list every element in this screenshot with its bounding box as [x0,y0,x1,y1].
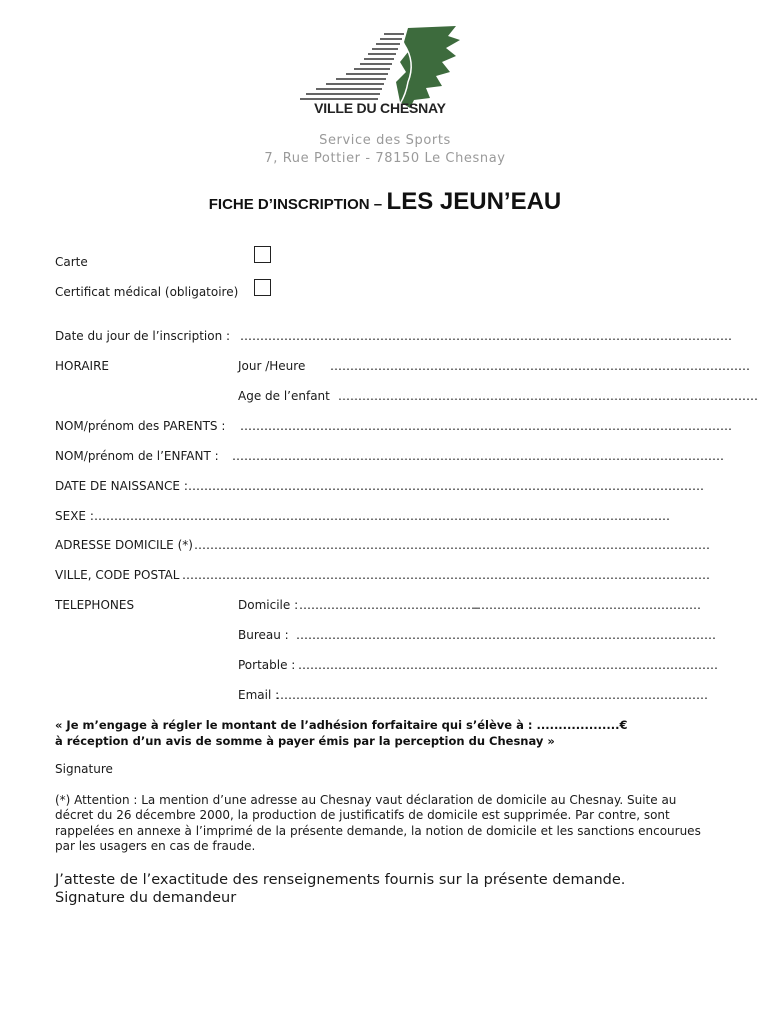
nom-enfant-field[interactable]: …………………………………………………………………………………………………………… [232,449,724,463]
nom-parents-field[interactable]: …………………………………………………………………………………………………………… [240,419,732,433]
title-main: LES JEUN’EAU [386,188,562,215]
telephones-label: TELEPHONES [55,598,135,612]
domicile-note: (*) Attention : La mention d’une adresse au Chesnay vaut déclaration de domicile au Chesnay. Suite au décret du 26 décembre 2000, la production de justificatifs de domicile est supprimée. Par contre, sont rappelées en annexe à l’imprimé de la présente demande, la notion de domicile et les sanctions encourues par les usagers en cas de fraude. [55,793,701,853]
certificat-checkbox[interactable] [254,279,271,296]
date-inscription-field[interactable]: …………………………………………………………………………………………………………… [240,329,732,343]
portable-field[interactable]: …………………………………………………………………………………………… [298,658,718,672]
engagement-line-1: « Je m’engage à régler le montant de l’adhésion forfaitaire qui s’élève à : ...................€ [55,718,628,732]
attestation-line: J’atteste de l’exactitude des renseignements fournis sur la présente demande. [55,872,626,888]
engagement-line-2: à réception d’un avis de somme à payer émis par la perception du Chesnay » [55,734,555,748]
sexe-field[interactable]: ……………………………………………………………………………………………………………………………… [94,509,670,523]
portable-label: Portable : [238,658,296,672]
nom-parents-label: NOM/prénom des PARENTS : [55,419,226,433]
adresse-field[interactable]: ………………………………………………………………………………………………………………… [194,538,710,552]
form-title [0,188,770,216]
signature-label: Signature [55,762,113,776]
service-name: Service des Sports [319,133,451,148]
logo-text: VILLE DU CHESNAY [314,100,446,116]
bureau-field[interactable]: …………………………………………………………………………………………… [296,628,716,642]
certificat-label: Certificat médical (obligatoire) [55,285,239,299]
age-enfant-label: Age de l’enfant [238,389,330,403]
email-field[interactable]: ……………………………………………………………………………………………… [276,688,708,702]
domicile-label: Domicile : [238,598,299,612]
signature-demandeur-label: Signature du demandeur [55,890,237,906]
date-inscription-label: Date du jour de l’inscription : [55,329,231,343]
horaire-label: HORAIRE [55,359,109,373]
carte-checkbox[interactable] [254,246,271,263]
domicile-field[interactable]: ……………………………………… [299,598,479,612]
service-address: 7, Rue Pottier - 78150 Le Chesnay [264,151,506,166]
bureau-label: Bureau : [238,628,289,642]
sexe-label: SEXE : [55,509,94,523]
jour-heure-label: Jour /Heure [238,359,306,373]
ville-field[interactable]: …………………………………………………………………………………………………………………… [182,568,710,582]
ville-label: VILLE, CODE POSTAL [55,568,180,582]
carte-label: Carte [55,255,88,269]
adresse-label: ADRESSE DOMICILE (*) [55,538,193,552]
date-naissance-field[interactable]: ………………………………………………………………………………………………………………… [188,479,704,493]
date-naissance-label: DATE DE NAISSANCE : [55,479,188,493]
domicile-field-2[interactable]: ………………………………………………… [473,598,701,612]
nom-enfant-label: NOM/prénom de l’ENFANT : [55,449,219,463]
jour-heure-field[interactable]: …………………………………………………………………………………………… [330,359,750,373]
email-label: Email : [238,688,280,702]
age-enfant-field[interactable]: …………………………………………………………………………………………… [338,389,758,403]
title-prefix: FICHE D’INSCRIPTION – [208,196,383,213]
